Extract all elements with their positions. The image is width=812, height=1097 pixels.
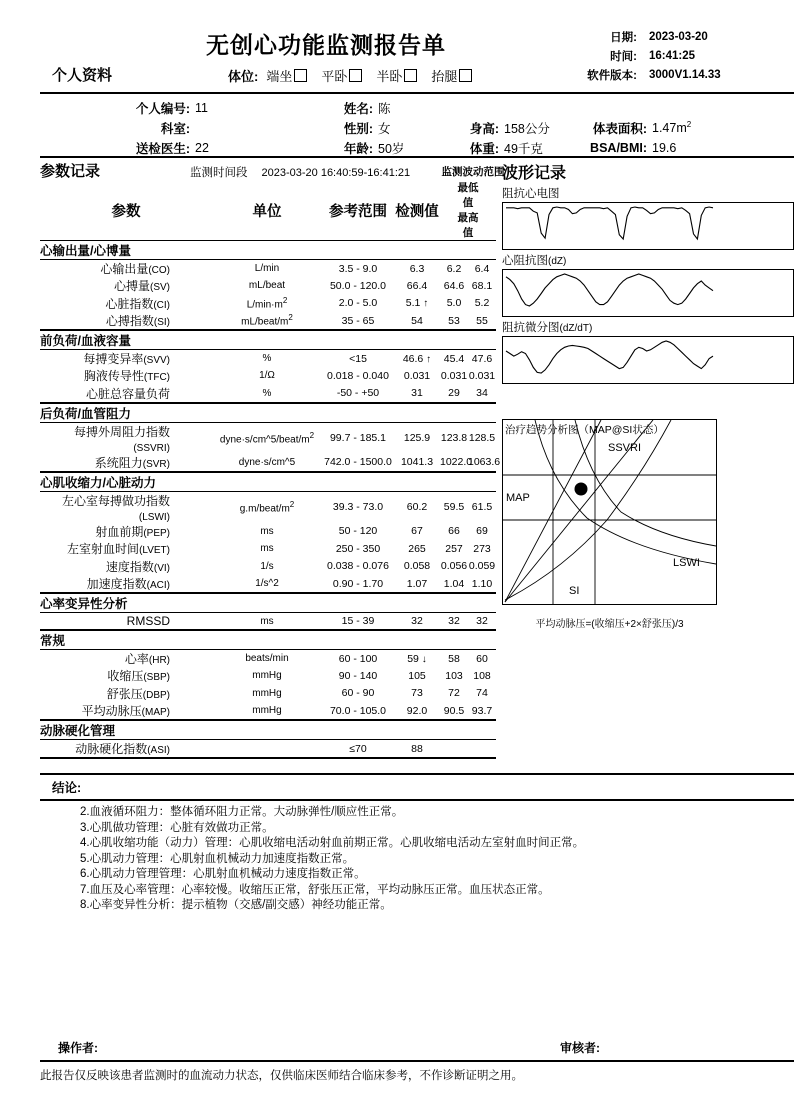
table-row — [40, 523, 496, 541]
waveform-column — [492, 160, 812, 759]
parameter-unit: 1/s — [260, 560, 274, 572]
parameter-group-header — [40, 472, 496, 492]
bsa-number: 1.47 — [652, 121, 677, 136]
posture-option-sitting-label: 端坐 — [266, 69, 293, 84]
waveform-dz-label — [502, 252, 794, 268]
weight-value: 49千克 — [504, 142, 543, 156]
parameter-reference-range: 35 - 65 — [341, 314, 375, 327]
parameter-min-value: 72 — [448, 687, 460, 700]
parameter-unit: mL/beat — [248, 280, 286, 292]
col-header-range-title: 监测波动范围 — [441, 166, 505, 178]
waveform-dz-trace — [503, 270, 716, 311]
waveform-dzdt — [502, 319, 794, 384]
out-of-range-arrow-icon: ↑ — [426, 353, 432, 365]
parameter-name: 心率(HR) — [40, 650, 212, 668]
weight-label: 体重: — [469, 142, 499, 156]
parameter-reference-range: 0.038 - 0.076 — [327, 560, 389, 573]
posture-option-supine-label: 平卧 — [321, 69, 348, 84]
date-value: 2023-03-20 — [649, 30, 708, 43]
waveform-dz-name: 心阻抗图 — [502, 255, 548, 267]
parameter-unit: ms — [260, 525, 274, 537]
parameters-section-title: 参数记录 — [40, 163, 101, 180]
referring-doctor-label: 送检医生: — [135, 142, 190, 156]
table-row — [40, 367, 496, 385]
parameter-max-value: 93.7 — [471, 704, 493, 717]
table-row — [40, 295, 496, 313]
parameter-name: 平均动脉压(MAP) — [81, 704, 170, 718]
time-value: 16:41:25 — [649, 49, 696, 62]
waveform-dzdt-label — [502, 319, 794, 335]
conclusion-item: 2.血液循环阻力：整体循环阻力正常。大动脉弹性/顺应性正常。 — [80, 806, 404, 818]
checkbox-icon[interactable] — [459, 69, 472, 82]
parameter-group-header — [40, 241, 496, 260]
table-row — [40, 575, 496, 593]
parameter-unit: ms — [212, 613, 322, 631]
parameter-name: 舒张压(DBP) — [106, 686, 170, 701]
height-label: 身高: — [469, 122, 499, 136]
parameter-unit: beats/min — [212, 650, 322, 668]
posture-option-legraise[interactable] — [431, 66, 472, 85]
parameter-detected-value: 32 — [394, 613, 440, 631]
height-value: 158公分 — [504, 122, 550, 136]
waveform-dz-box — [502, 269, 794, 317]
waveform-ecg-name: 阻抗心电图 — [502, 188, 560, 200]
out-of-range-arrow-icon: ↓ — [421, 653, 427, 665]
conclusion-list — [40, 801, 794, 920]
parameter-unit: $dyne\cdot s/cm\^{}5/beat/m^2$ — [212, 422, 322, 454]
parameter-detected-value: 60.2 — [394, 491, 440, 523]
parameter-detected-value: 66.4 — [406, 279, 428, 292]
table-body — [40, 241, 501, 760]
parameter-max-value: 32 — [468, 613, 496, 631]
parameter-detected-value: 67 — [411, 525, 423, 538]
parameter-unit: 1/s^2 — [255, 578, 279, 589]
parameter-name: 左室射血时间(LVET) — [67, 542, 170, 557]
parameter-detected-value: 0.031 — [403, 369, 431, 382]
parameter-unit: mmHg — [252, 705, 282, 716]
signature-row — [40, 1039, 794, 1060]
posture-option-semirecumbent[interactable] — [376, 66, 417, 85]
waveform-ecg — [502, 185, 794, 250]
id-label: 个人编号: — [135, 102, 190, 116]
parameter-detected-value: 265 — [408, 542, 426, 555]
col-header-detected: 检测值 — [395, 203, 439, 220]
parameter-name: 射血前期(PEP) — [95, 524, 170, 539]
parameter-min-value — [440, 740, 468, 759]
parameter-reference-range: 60 - 90 — [341, 687, 375, 700]
col-header-max: 最高值 — [457, 212, 479, 239]
parameter-name: 系统阻力(SVR) — [94, 455, 170, 470]
parameter-detected-value: 0.058 — [403, 560, 431, 573]
parameter-detected-value: 5.1 ↑ — [405, 297, 429, 310]
parameter-min-value: 45.4 — [440, 350, 468, 368]
age-label: 年龄: — [343, 142, 373, 156]
waveform-dz-unit: (dZ) — [548, 256, 567, 267]
page-title: 无创心功能监测报告单 — [206, 32, 446, 58]
time-label: 时间: — [610, 50, 637, 63]
version-value: 3000V1.14.33 — [649, 68, 721, 81]
parameter-min-value: 123.8 — [440, 422, 468, 454]
table-row — [40, 740, 496, 759]
table-row — [40, 667, 496, 685]
table-row — [40, 540, 496, 558]
info-row — [0, 98, 812, 118]
table-row — [40, 385, 496, 403]
trend-chart-note: 平均动脉压=(收缩压+2×舒张压)/3 — [535, 619, 684, 630]
parameter-group-title: 常规 — [40, 630, 496, 650]
personal-section-title: 个人资料 — [52, 67, 113, 84]
parameter-detected-value: 54 — [411, 314, 423, 327]
parameter-name: 速度指数(VI) — [105, 559, 170, 574]
checkbox-icon[interactable] — [349, 69, 362, 82]
parameter-min-value: 90.5 — [443, 704, 465, 717]
parameter-name: 每搏变异率(SVV) — [40, 350, 212, 368]
parameter-detected-value: 31 — [411, 387, 423, 399]
table-row — [40, 685, 496, 703]
parameter-detected-value: 46.6 ↑ — [394, 350, 440, 368]
parameter-min-value: 1.04 — [443, 577, 465, 590]
waveform-ecg-label — [502, 185, 794, 201]
report-footer — [0, 1039, 812, 1083]
parameter-name: 心脏指数(CI) — [105, 296, 170, 311]
parameter-unit: mmHg — [252, 670, 282, 682]
table-row — [40, 350, 496, 368]
table-row — [40, 558, 496, 576]
conclusion-item: 5.心肌动力管理：心肌射血机械动力加速度指数正常。 — [80, 852, 355, 865]
parameter-min-value: 0.031 — [440, 369, 468, 382]
parameter-unit: mmHg — [252, 687, 282, 699]
monitor-period-value: 2023-03-20 16:40:59-16:41:21 — [261, 167, 411, 179]
parameter-min-value: 103 — [445, 669, 463, 682]
posture-option-legraise-label: 抬腿 — [431, 69, 458, 84]
parameter-min-value: 66 — [448, 525, 460, 538]
table-row — [40, 260, 496, 278]
parameter-detected-value: 59 ↓ — [394, 650, 440, 668]
posture-selector — [228, 66, 486, 85]
referring-doctor-value: 22 — [195, 141, 209, 155]
table-row — [40, 650, 496, 668]
col-header-reference: 参考范围 — [329, 203, 387, 220]
parameter-group-title: 动脉硬化管理 — [40, 720, 496, 740]
parameter-max-value: 6.4 — [468, 260, 496, 278]
parameter-unit: dyne·s/cm^5 — [238, 456, 296, 468]
ssvri-curve — [575, 420, 716, 546]
parameter-min-value: 59.5 — [440, 491, 468, 523]
parameter-reference-range: 60 - 100 — [322, 650, 394, 668]
report-header — [0, 0, 812, 92]
parameter-max-value: 61.5 — [468, 491, 496, 523]
posture-label: 体位: — [228, 69, 259, 84]
checkbox-icon[interactable] — [294, 69, 307, 82]
parameter-reference-range: <15 — [322, 350, 394, 368]
parameter-detected-value: 73 — [411, 687, 423, 700]
parameter-name: 心搏量(SV) — [113, 279, 170, 294]
lswi-curve — [505, 420, 671, 600]
checkbox-icon[interactable] — [404, 69, 417, 82]
conclusion-section — [40, 773, 794, 920]
name-value: 陈 — [378, 102, 391, 116]
parameter-max-value: 47.6 — [468, 350, 496, 368]
conclusion-label: 结论: — [52, 781, 82, 795]
date-label: 日期: — [610, 31, 637, 44]
parameter-name: 心输出量(CO) — [40, 260, 212, 278]
parameter-reference-range: 90 - 140 — [338, 669, 378, 682]
parameter-min-value: 53 — [448, 314, 460, 327]
monitor-period-label: 监测时间段 — [190, 167, 248, 179]
parameter-max-value: 0.031 — [468, 369, 496, 382]
parameter-detected-value: 1041.3 — [400, 456, 434, 468]
waveform-dz — [502, 252, 794, 317]
operator-label: 操作者: — [58, 1041, 98, 1055]
posture-option-semirecumbent-label: 半卧 — [376, 69, 403, 84]
parameter-group-header — [40, 593, 496, 613]
parameter-group-header — [40, 330, 496, 350]
waveform-section-title: 波形记录 — [502, 165, 567, 182]
reviewer-label: 审核者: — [560, 1041, 600, 1055]
range-header-wrap — [440, 166, 505, 240]
table-header-row — [40, 180, 496, 241]
parameter-unit — [212, 740, 322, 759]
col-header-range-group — [440, 166, 505, 241]
conclusion-item: 3.心肌做功管理：心脏有效做功正常。 — [80, 821, 274, 834]
posture-option-supine[interactable] — [321, 66, 362, 85]
parameter-min-value: 6.2 — [440, 260, 468, 278]
parameter-unit: L/min — [212, 260, 322, 278]
parameter-reference-range: -50 - +50 — [336, 387, 380, 399]
parameter-min-value: 1022.0 — [440, 456, 473, 468]
table-end-cell — [40, 758, 496, 759]
trend-label-map: MAP — [506, 492, 530, 504]
parameter-unit: % — [262, 387, 272, 399]
parameter-min-value: 64.6 — [443, 279, 465, 292]
disclaimer-text: 此报告仅反映该患者监测时的血流动力状态，仅供临床医师结合临床参考，不作诊断证明之用。 — [40, 1070, 523, 1082]
name-label: 姓名: — [343, 102, 373, 116]
col-header-min: 最低值 — [457, 182, 479, 209]
parameters-header — [40, 160, 492, 180]
waveform-dzdt-box — [502, 336, 794, 384]
parameter-detected-value: 92.0 — [406, 704, 428, 717]
waveform-dzdt-trace — [503, 337, 716, 378]
parameter-group-title: 心肌收缩力/心脏动力 — [40, 472, 496, 492]
trend-label-si: SI — [569, 585, 580, 597]
id-value: 11 — [195, 101, 208, 115]
table-row — [40, 277, 496, 295]
parameter-group-header — [40, 403, 496, 423]
parameter-name: 胸液传导性(TFC) — [83, 369, 170, 384]
parameter-reference-range: 50 - 120 — [338, 525, 378, 538]
parameter-group-header — [40, 630, 496, 650]
parameter-max-value: 60 — [468, 650, 496, 668]
parameter-max-value: 128.5 — [468, 422, 496, 454]
col-header-unit: 单位 — [252, 203, 282, 220]
table-row — [40, 454, 496, 472]
parameter-max-value: 69 — [476, 525, 488, 538]
bmi-label: BSA/BMI: — [590, 141, 647, 155]
parameter-min-value: 0.056 — [440, 560, 468, 573]
waveform-ecg-trace — [503, 203, 716, 244]
parameter-group-header — [40, 720, 496, 740]
parameter-reference-range: 0.018 - 0.040 — [327, 369, 389, 382]
trend-label-ssvri: SSVRI — [608, 442, 642, 454]
table-row — [40, 613, 496, 631]
parameter-unit: ms — [260, 543, 274, 555]
parameter-name: 每搏外周阻力指数(SSVRI) — [40, 422, 212, 454]
parameter-min-value: 58 — [440, 650, 468, 668]
parameter-group-title: 后负荷/血管阻力 — [40, 403, 496, 423]
parameter-unit: % — [212, 350, 322, 368]
parameter-reference-range: 3.5 - 9.0 — [322, 260, 394, 278]
parameter-name: 收缩压(SBP) — [107, 669, 170, 684]
subheader — [0, 62, 812, 88]
conclusion-item: 4.心肌收缩功能（动力）管理：心肌收缩电活动射血前期正常。心肌收缩电活动左室射血时间正常。 — [80, 837, 585, 849]
parameter-reference-range: 70.0 - 105.0 — [329, 704, 387, 717]
info-row — [0, 118, 812, 138]
gender-value: 女 — [378, 122, 391, 136]
parameter-max-value: 5.2 — [474, 297, 490, 310]
parameter-unit: $g.m/beat/m^2$ — [212, 491, 322, 523]
table-row — [40, 312, 496, 330]
parameter-reference-range: 250 - 350 — [335, 542, 381, 555]
parameter-min-value: 5.0 — [446, 297, 462, 310]
parameter-reference-range: ≤70 — [322, 740, 394, 759]
parameter-max-value: 55 — [476, 314, 488, 327]
col-header-name: 参数 — [111, 203, 141, 220]
version-label: 软件版本: — [587, 69, 637, 82]
parameter-max-value: 0.059 — [468, 560, 496, 573]
bsa-value: $1.47m^2$ — [652, 120, 692, 136]
conclusion-item: 7.血压及心率管理：心率较慢。收缩压正常，舒张压正常，平均动脉压正常。血压状态正常。 — [80, 883, 550, 896]
parameter-name: 左心室每搏做功指数(LSWI) — [40, 491, 212, 523]
waveform-ecg-box — [502, 202, 794, 250]
parameter-detected-value: 6.3 — [394, 260, 440, 278]
parameter-max-value: 68.1 — [471, 279, 493, 292]
parameter-name: 心搏指数(SI) — [105, 314, 170, 328]
parameter-unit: $mL/beat/m^2$ — [241, 313, 293, 328]
parameter-name: 动脉硬化指数(ASI) — [40, 740, 212, 759]
age-value: 50岁 — [378, 142, 405, 156]
parameters-column — [0, 160, 505, 759]
parameter-max-value: 34 — [476, 387, 488, 399]
parameter-reference-range: 2.0 - 5.0 — [338, 297, 378, 310]
meta-date-row — [564, 27, 794, 46]
parameter-name: 心脏总容量负荷 — [85, 386, 170, 401]
parameter-name: 加速度指数(ACI) — [86, 577, 170, 591]
parameter-detected-value: 1.07 — [406, 577, 428, 590]
parameter-max-value: 108 — [473, 669, 491, 682]
department-label: 科室: — [160, 122, 190, 136]
waveform-dzdt-unit: (dZ/dT) — [559, 323, 593, 334]
bmi-value: 19.6 — [652, 141, 677, 155]
parameter-max-value: 273 — [473, 542, 491, 555]
parameter-unit: 1/Ω — [259, 370, 275, 382]
parameter-reference-range: 742.0 - 1500.0 — [324, 456, 392, 468]
table-row — [40, 491, 496, 523]
parameter-reference-range: 50.0 - 120.0 — [329, 279, 387, 292]
operating-point-marker — [575, 483, 588, 496]
out-of-range-arrow-icon: ↑ — [423, 298, 429, 310]
posture-option-sitting[interactable] — [266, 66, 307, 85]
divider — [40, 1060, 794, 1062]
parameter-max-value: 1.10 — [471, 577, 493, 590]
personal-info — [0, 94, 812, 156]
table-end-rule — [40, 758, 496, 759]
parameter-detected-value: 125.9 — [394, 422, 440, 454]
parameter-min-value: 257 — [445, 542, 463, 555]
parameter-detected-value: 105 — [408, 669, 426, 682]
trend-chart-caption: 治疗趋势分析图（MAP@SI状态） — [505, 424, 664, 436]
parameter-group-title: 心率变异性分析 — [40, 593, 496, 613]
gender-label: 性别: — [343, 122, 373, 136]
parameter-reference-range: 99.7 - 185.1 — [322, 422, 394, 454]
parameter-min-value: 32 — [440, 613, 468, 631]
info-row — [0, 138, 812, 158]
parameter-unit: $L/\min\cdot m^2$ — [246, 296, 288, 311]
table-row — [40, 422, 496, 454]
trend-chart-section — [502, 419, 794, 630]
parameter-max-value: 1063.6 — [468, 456, 501, 468]
parameter-reference-range: 0.90 - 1.70 — [332, 577, 384, 590]
parameter-reference-range: 15 - 39 — [322, 613, 394, 631]
parameter-detected-value: 88 — [394, 740, 440, 759]
parameter-group-title: 前负荷/血液容量 — [40, 330, 496, 350]
parameter-reference-range: 39.3 - 73.0 — [322, 491, 394, 523]
report-body — [0, 160, 812, 759]
parameter-name: RMSSD — [40, 613, 212, 631]
parameter-max-value: 74 — [476, 687, 488, 700]
trend-label-lswi: LSWI — [673, 557, 700, 569]
table-row — [40, 702, 496, 720]
bsa-label: 体表面积: — [592, 122, 647, 136]
parameter-min-value: 29 — [448, 387, 460, 399]
conclusion-item: 6.心肌动力管理管理：心肌射血机械动力速度指数正常。 — [80, 868, 366, 880]
parameter-group-title: 心输出量/心博量 — [40, 241, 496, 260]
conclusion-item: 8.心率变异性分析：提示植物（交感/副交感）神经功能正常。 — [80, 899, 392, 911]
waveform-dzdt-name: 阻抗微分图 — [502, 322, 560, 334]
trend-chart — [502, 419, 717, 605]
